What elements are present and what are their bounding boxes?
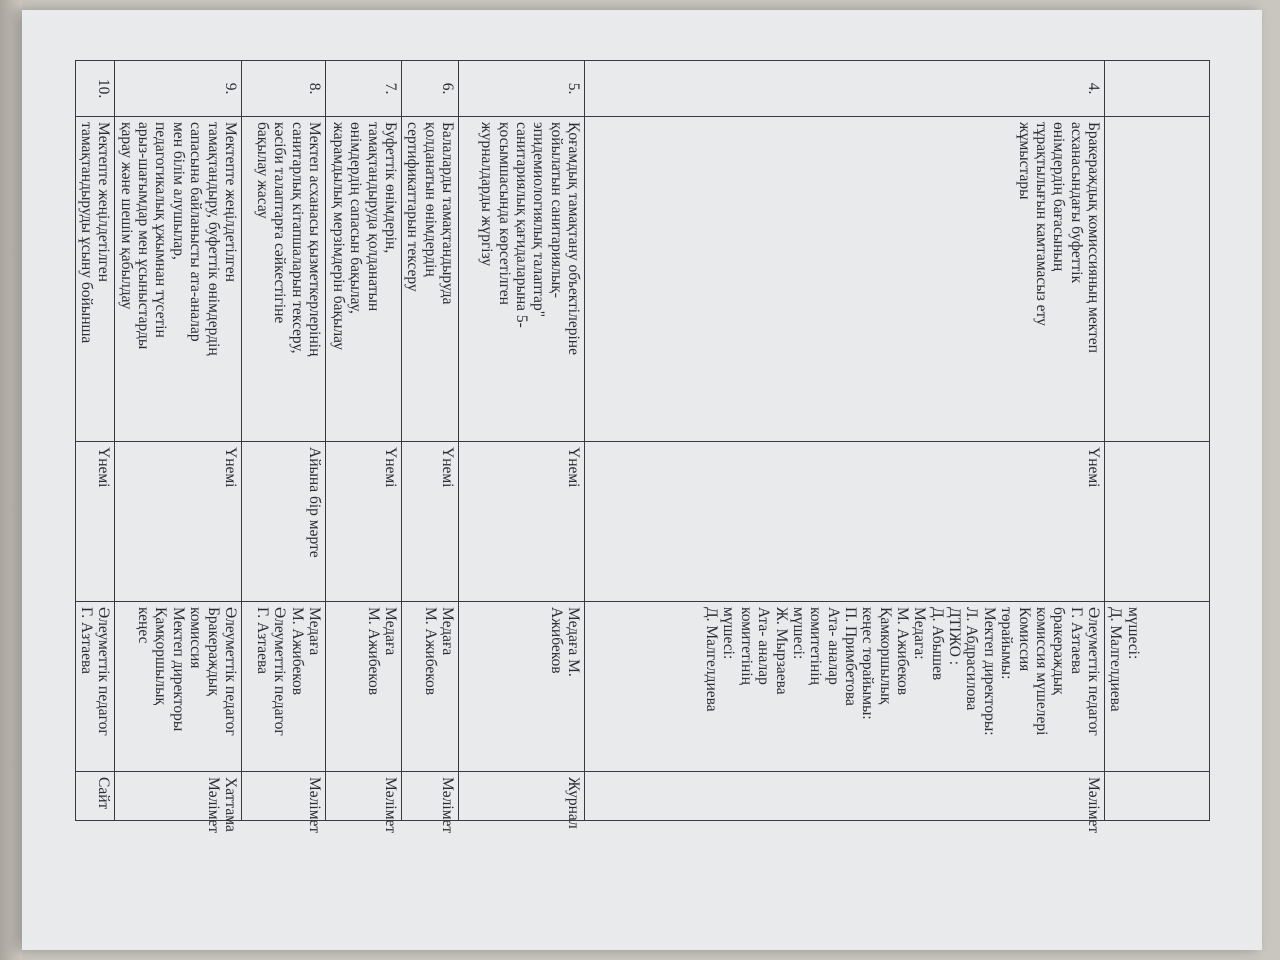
responsible-cell: мүшесі: Д. Малгелдиева xyxy=(1105,602,1210,772)
task-cell: Мектепте жеңілдетілген тамақтандыру, буфеттік өнімдердің сапасына байланысты ата-аналар мен білім алушылар, педагогикалық ұжымнан түсетін арыз-шағымдар мен ұсыныстарды қарау және шешім қабылдау xyxy=(115,117,242,442)
report-cell: Мәлімет xyxy=(325,772,401,821)
table-row xyxy=(325,61,401,821)
period-cell: Үнемі xyxy=(115,442,242,602)
table-row xyxy=(585,61,1105,821)
period-cell xyxy=(1105,442,1210,602)
row-number: 10. xyxy=(75,61,115,117)
responsible-cell: Медаға М. Ажибеков Әлеуметтік педагог Г. Азтаева xyxy=(241,602,325,772)
task-cell: Мектепте жеңілдетілген тамақтандыруды ұсыну бойынша xyxy=(75,117,115,442)
plan-table xyxy=(75,60,1210,834)
table-row xyxy=(241,61,325,821)
period-cell: Үнемі xyxy=(75,442,115,602)
table-row xyxy=(75,61,115,821)
task-cell xyxy=(1105,117,1210,442)
responsible-cell: Әлеуметтік педагог Г. Азтаева xyxy=(75,602,115,772)
responsible-cell: Әлеуметтік педагог Г. Азтаева бракераждық комиссия мүшелері Комиссия төрайымы: Мектеп директоры: Л. Абдрасилова ДТІЖО : Д. Абышев Медага: М. Ажибеков Қамкоршылық кеңес төрайымы: П. Примбетова Ата- аналар комитетінің мүшесі: Ж. Мырзаева Ата- аналар комитетінің мүшесі: Д. Малгелдиева xyxy=(585,602,1105,772)
report-cell: Мәлімет xyxy=(401,772,458,821)
page-edge xyxy=(0,0,22,960)
row-number: 9. xyxy=(115,61,242,117)
table-row xyxy=(459,61,585,821)
table-row xyxy=(1105,61,1210,821)
row-number: 6. xyxy=(401,61,458,117)
row-number: 4. xyxy=(585,61,1105,117)
period-cell: Үнемі xyxy=(585,442,1105,602)
table-row xyxy=(401,61,458,821)
row-number xyxy=(1105,61,1210,117)
task-cell: Балаларды тамақтандыруда қолданатын өнімдердің сертификаттарын тексеру xyxy=(401,117,458,442)
report-cell: Мәлімет xyxy=(241,772,325,821)
row-number: 8. xyxy=(241,61,325,117)
report-cell: Сайт xyxy=(75,772,115,821)
task-cell: Мектеп асханасы қызметкерлерінің санитарлық кітапшаларын тексеру, кәсіби талаптарға сәйкестігіне бақылау жасау xyxy=(241,117,325,442)
task-cell: Бракераждық комиссияның мектеп асханасындағы буфеттік өнімдердің бағасының тұрақтылығын камтамасыз ету жұмыстары xyxy=(585,117,1105,442)
report-cell xyxy=(1105,772,1210,821)
row-number: 7. xyxy=(325,61,401,117)
responsible-cell: Медаға М. Ажибеков xyxy=(459,602,585,772)
responsible-cell: Әлеуметтік педагог Бракераждық комиссия Мектеп директоры Қамқоршылық кеңес xyxy=(115,602,242,772)
period-cell: Үнемі xyxy=(325,442,401,602)
report-cell: Журнал xyxy=(459,772,585,821)
report-cell: Мәлімет xyxy=(585,772,1105,821)
row-number: 5. xyxy=(459,61,585,117)
responsible-cell: Медаға М. Ажибеков xyxy=(325,602,401,772)
rotated-document xyxy=(78,60,1210,834)
report-cell: Хаттама Мәлімет xyxy=(115,772,242,821)
task-cell: Қоғамдық тамақтану объектілеріне қойылатын санитариялық- эпидемиологиялық талаптар" санитариялық қағидаларына 5- қосымшасында көрсетілген журналдарды жүргізу xyxy=(459,117,585,442)
table-row xyxy=(115,61,242,821)
task-cell: Буфеттік өнімдерін, тамақтандыруда қолданатын өнімдердің сапасын бақылау, жарамдылық мерзімдерін бақылау xyxy=(325,117,401,442)
period-cell: Үнемі xyxy=(459,442,585,602)
responsible-cell: Медаға М. Ажибеков xyxy=(401,602,458,772)
period-cell: Үнемі xyxy=(401,442,458,602)
period-cell: Айына бір мәрте xyxy=(241,442,325,602)
